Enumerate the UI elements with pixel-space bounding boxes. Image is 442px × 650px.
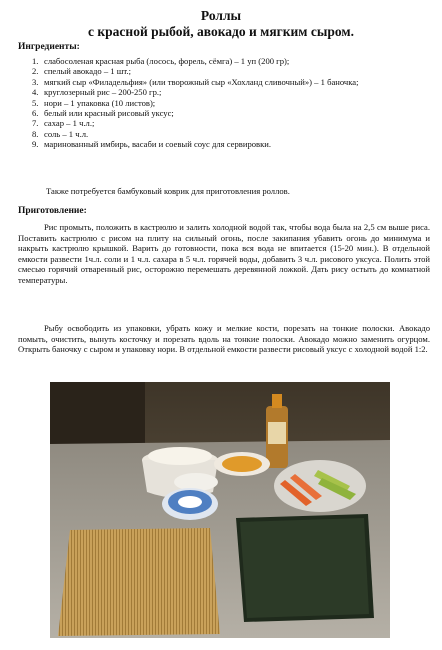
preparation-paragraph-fish: Рыбу освободить из упаковки, убрать кожу и мелкие кости, порезать на тонкие полоски. Авокадо помыть, очистить, вынуть косточку и порезать вдоль на тонкие полоски. Авокадо можно заменить огурцом. Открыть баночку с сыром и упаковку нори. В отдельной емкости развести рисовый уксус с холодной водой 1:2. — [18, 323, 430, 355]
ingredient-text: белый или красный рисовый уксус; — [44, 108, 174, 119]
fish-avocado-plate — [274, 460, 366, 512]
ingredient-text: спелый авокадо – 1 шт.; — [44, 66, 131, 77]
recipe-subtitle: с красной рыбой, авокадо и мягким сыром. — [88, 24, 354, 39]
ingredient-number: 8. — [32, 128, 39, 139]
ingredient-text: маринованный имбирь, васаби и соевый соус для сервировки. — [44, 139, 272, 150]
ingredient-item — [18, 87, 428, 97]
preparation-paragraph-rice: Рис промыть, положить в кастрюлю и залить холодной водой так, чтобы вода была на 2,5 см выше риса. Поставить кастрюлю с рисом на плиту на сильный огонь, после закипания убавить огонь до минимума и накрыть кастрюлю крышкой. Варить до готовности, пока вся вода не впитается (15-20 мин.). В отдельной емкости развести 1ч.л. соли и 1 ч.л. сахара в 5 ч.л. горячей воды, добавить 3 ч.л. рисового уксуса. Полить этой смесью горячий отваренный рис, осторожно перемешать деревянной ложкой. Дать рису остыть до комнатной температуры. — [18, 222, 430, 285]
ingredient-text: слабосоленая красная рыба (лосось, форель, сёмга) – 1 уп (200 гр); — [44, 56, 290, 66]
ingredients-heading: Ингредиенты: — [18, 42, 80, 52]
nori-top-sheet — [240, 518, 369, 618]
ingredient-text: круглозерный рис – 200-250 гр.; — [44, 87, 162, 98]
ingredient-number: 6. — [32, 108, 39, 119]
ingredients-photo — [50, 382, 390, 638]
ingredient-text: мягкий сыр «Филадельфия» (или творожный сыр «Хохланд сливочный») – 1 баночка; — [44, 76, 359, 87]
preparation-heading: Приготовление: — [18, 206, 87, 216]
ingredient-text: соль – 1 ч.л. — [44, 128, 89, 139]
vinegar-bowl — [214, 452, 270, 476]
ingredient-number: 5. — [32, 97, 39, 108]
ingredient-number: 1. — [32, 56, 39, 66]
ingredient-item — [18, 66, 428, 76]
small-cup — [174, 473, 218, 491]
ingredient-number: 2. — [32, 66, 39, 77]
ingredient-item — [18, 98, 428, 108]
ingredient-number: 3. — [32, 76, 39, 87]
bamboo-mat — [58, 528, 220, 636]
ingredients-list — [18, 56, 428, 150]
recipe-title: Роллы — [200, 8, 242, 23]
wall-shadow — [50, 382, 145, 444]
cheese-tub — [162, 488, 218, 520]
ingredient-text: сахар – 1 ч.л.; — [44, 118, 95, 129]
ingredient-number: 7. — [32, 118, 39, 129]
ingredient-number: 9. — [32, 139, 39, 150]
ingredient-item — [18, 56, 428, 66]
ingredients-note: Также потребуется бамбуковый коврик для приготовления роллов. — [46, 186, 290, 196]
ingredient-item — [18, 77, 428, 87]
ingredient-item — [18, 118, 428, 128]
ingredient-item — [18, 139, 428, 149]
ingredient-item — [18, 108, 428, 118]
ingredient-number: 4. — [32, 87, 39, 98]
ingredient-item — [18, 129, 428, 139]
ingredient-text: нори – 1 упаковка (10 листов); — [44, 97, 156, 108]
